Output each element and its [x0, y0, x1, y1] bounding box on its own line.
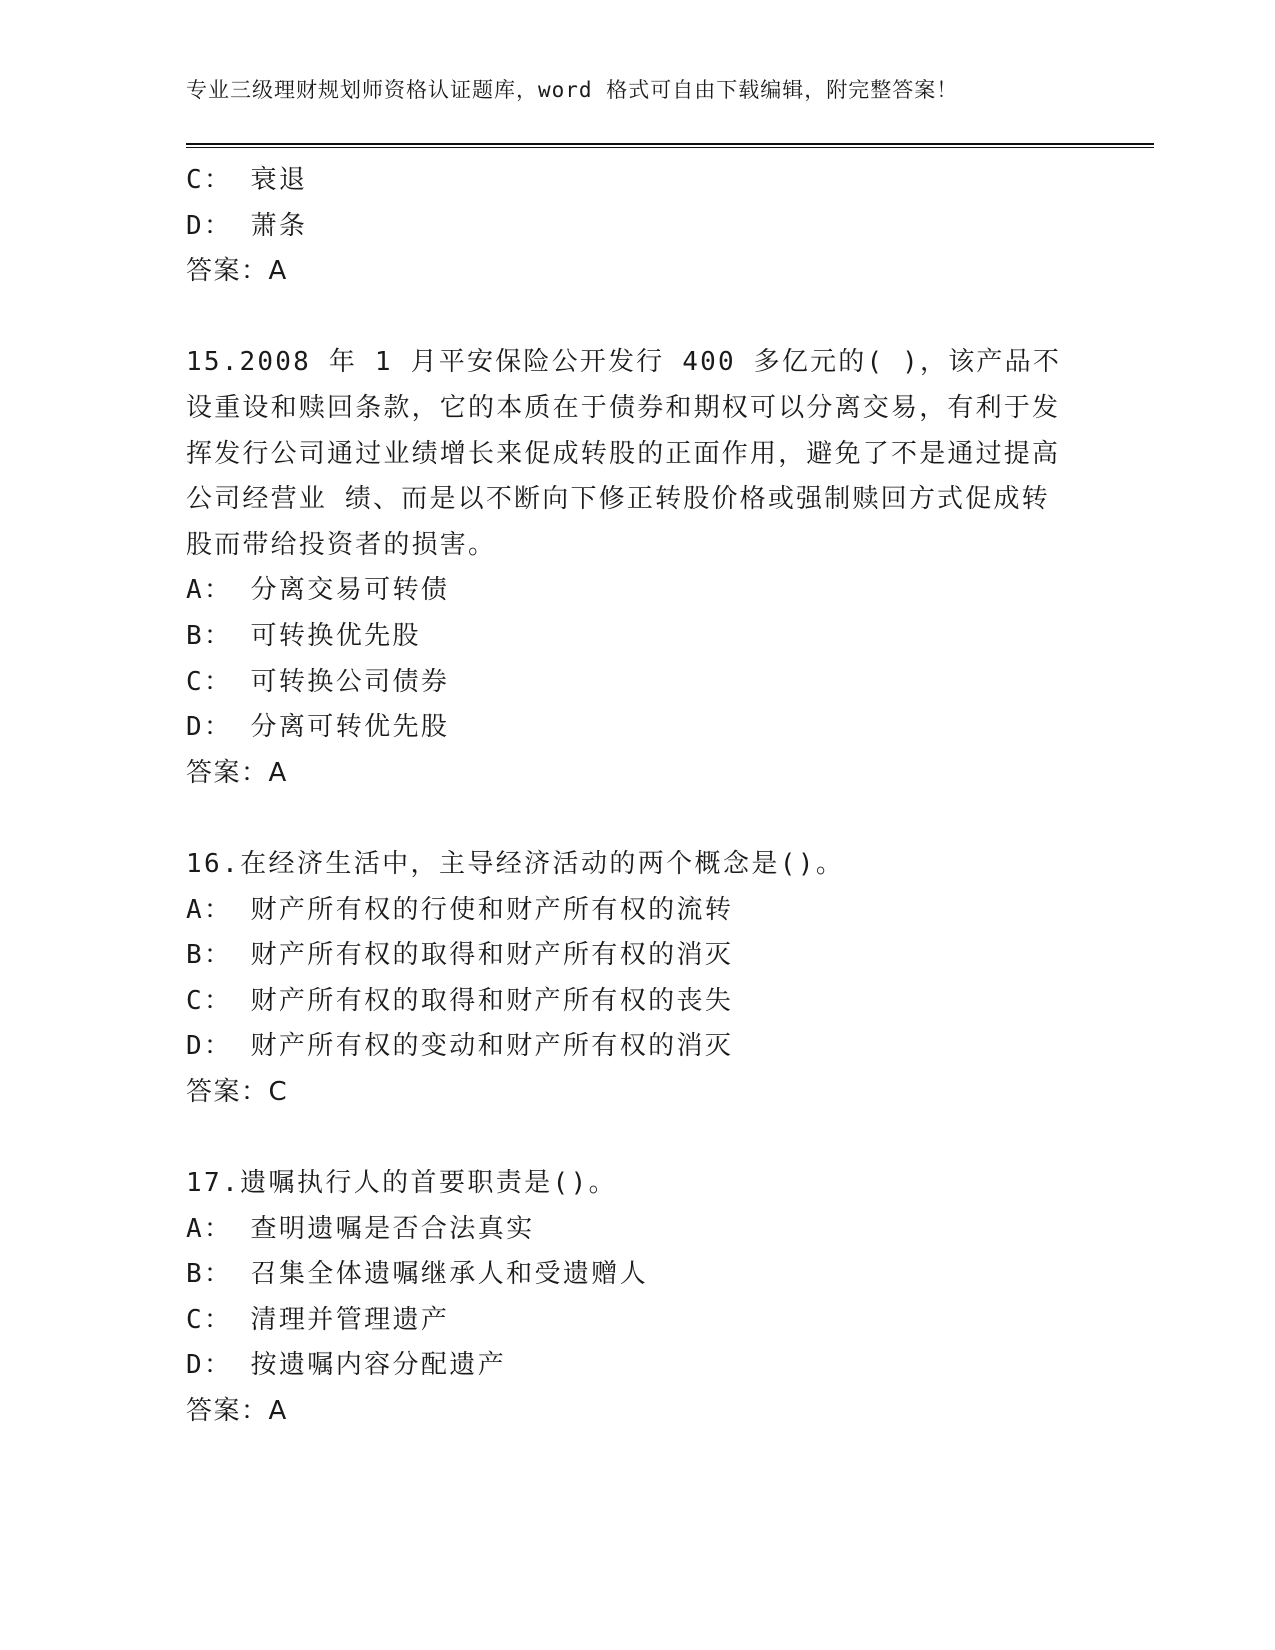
spacer	[186, 796, 1086, 842]
question-stem: 17.遗嘱执行人的首要职责是()。	[186, 1168, 618, 1199]
question-17	[186, 1161, 1086, 1435]
page-header: 专业三级理财规划师资格认证题库，word 格式可自由下载编辑，附完整答案！	[186, 78, 959, 102]
question-16	[186, 842, 1086, 1116]
answer-line: 答案：A	[186, 256, 288, 287]
option-b: B： 财产所有权的取得和财产所有权的消灭	[186, 940, 734, 971]
question-stem: 15.2008 年 1 月平安保险公开发行 400 多亿元的( )，该产品不设重设和赎回条款，它的本质在于债券和期权可以分离交易，有利于发挥发行公司通过业绩增长来促成转股的正面作用，避免了不是通过提高公司经营业 绩、而是以不断向下修正转股价格或强制赎回方式促成转股而带给投资者的损害。	[186, 347, 1062, 560]
header-divider	[186, 143, 1154, 148]
option-d: D： 按遗嘱内容分配遗产	[186, 1350, 507, 1381]
option-c: C： 财产所有权的取得和财产所有权的丧失	[186, 985, 734, 1016]
option-b: B： 可转换优先股	[186, 620, 421, 651]
option-a: A： 查明遗嘱是否合法真实	[186, 1213, 535, 1244]
spacer	[186, 295, 1086, 341]
option-b: B： 召集全体遗嘱继承人和受遗赠人	[186, 1259, 649, 1290]
option-a: A： 财产所有权的行使和财产所有权的流转	[186, 894, 734, 925]
option-c: C： 衰退	[186, 165, 308, 195]
option-d: D： 分离可转优先股	[186, 712, 450, 743]
option-d: D： 财产所有权的变动和财产所有权的消灭	[186, 1031, 734, 1062]
spacer	[186, 1115, 1086, 1161]
question-stem: 16.在经济生活中，主导经济活动的两个概念是()。	[186, 848, 845, 879]
question-content	[186, 158, 1086, 1435]
option-a: A： 分离交易可转债	[186, 575, 450, 606]
question-14-tail	[186, 158, 1086, 295]
answer-line: 答案：A	[186, 757, 288, 788]
option-c: C： 清理并管理遗产	[186, 1304, 450, 1335]
answer-line: 答案：C	[186, 1076, 289, 1107]
option-d: D： 萧条	[186, 210, 308, 241]
question-15	[186, 340, 1086, 796]
option-c: C： 可转换公司债券	[186, 666, 450, 697]
answer-line: 答案：A	[186, 1396, 288, 1427]
